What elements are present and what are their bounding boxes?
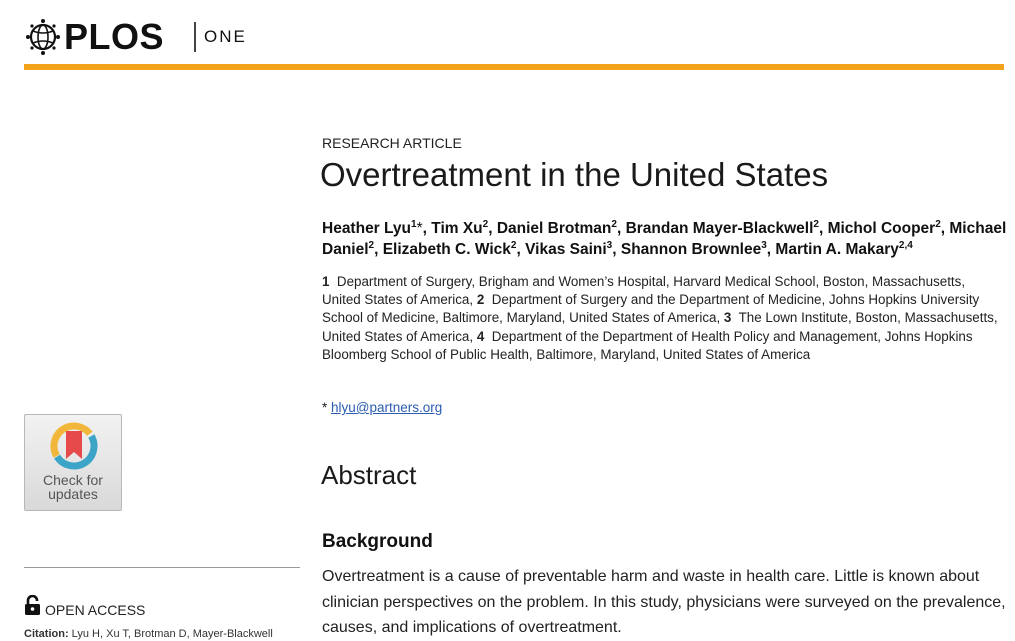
author-name[interactable]: Brandan Mayer-Blackwell [625, 220, 814, 237]
citation-line [24, 628, 273, 640]
author-affiliation-sup: 2 [368, 239, 375, 251]
author-corresponding-marker: * [416, 220, 423, 237]
article-title: Overtreatment in the United States [320, 156, 829, 193]
citation-text: Lyu H, Xu T, Brotman D, Mayer-Blackwell [71, 628, 273, 640]
corresponding-marker: * [322, 400, 328, 415]
logo-divider [194, 22, 196, 52]
email-link[interactable]: hlyu@partners.org [331, 400, 443, 415]
check-for-updates-button[interactable] [24, 414, 122, 511]
sidebar-divider [24, 567, 300, 568]
author-affiliation-sup: 2 [935, 218, 941, 230]
journal-header [24, 14, 1004, 58]
background-heading: Background [322, 531, 433, 552]
affiliation-number: 3 [723, 310, 732, 326]
author-affiliation-sup: 3 [761, 239, 767, 251]
affiliation-text: Department of the Department of Health Policy and Management, Johns Hopkins Bloomberg School of Public Health, Baltimore, Maryland, United States of America [322, 328, 973, 362]
affiliation-text: Department of Surgery, Brigham and Women’s Hospital, Harvard Medical School, Boston, Massachusetts, United States of America, [322, 274, 966, 308]
article-type: RESEARCH ARTICLE [322, 135, 462, 151]
plos-logo-icon [24, 18, 62, 56]
author-name[interactable]: Elizabeth C. Wick [382, 241, 511, 258]
plos-logo-text: PLOS [64, 16, 165, 57]
affiliation-number: 2 [476, 292, 485, 308]
affiliation-number: 4 [476, 328, 485, 344]
affiliation-list [322, 273, 1007, 364]
author-affiliation-sup: 2 [482, 218, 489, 230]
background-text: Overtreatment is a cause of preventable harm and waste in health care. Little is known about clinician perspectives on the problem. In this study, physicians were surveyed on the prevalence, causes, and implications of overtreatment. [322, 568, 1006, 636]
crossmark-icon [49, 421, 99, 471]
author-name[interactable]: Michol Cooper [827, 220, 936, 237]
affiliation-text: The Lown Institute, Boston, Massachusetts, United States of America, [322, 310, 998, 344]
author-name[interactable]: Heather Lyu [322, 220, 412, 237]
author-affiliation-sup: 2 [611, 218, 617, 230]
citation-label: Citation: [24, 628, 69, 640]
author-affiliation-sup: 2,4 [898, 239, 913, 251]
author-name[interactable]: Vikas Saini [525, 241, 607, 258]
author-affiliation-sup: 2 [813, 218, 819, 230]
check-for-updates-line1: Check for [43, 472, 103, 488]
author-name[interactable]: Shannon Brownlee [620, 241, 762, 258]
author-affiliation-sup: 2 [510, 239, 517, 251]
author-name[interactable]: Michael Daniel [322, 220, 1007, 258]
affiliation-text: Department of Surgery and the Department of Medicine, Johns Hopkins University School of Medicine, Baltimore, Maryland, United States of America, [322, 292, 980, 326]
check-for-updates-label [25, 473, 121, 501]
author-name[interactable]: Tim Xu [431, 220, 483, 237]
open-lock-icon [24, 595, 41, 616]
author-affiliation-sup: 3 [606, 239, 613, 251]
author-name[interactable]: Daniel Brotman [496, 220, 612, 237]
affiliation-number: 1 [322, 274, 330, 289]
author-affiliation-sup: 1 [411, 218, 417, 230]
abstract-heading: Abstract [321, 460, 417, 490]
journal-name: ONE [204, 27, 247, 46]
author-list: Heather Lyu$^1$*, Tim Xu$^2$, Daniel Brotman$^2$, Brandan Mayer-Blackwell$^2$, Michol Cooper$^2$, Michael Daniel$^2$, Elizabeth C. Wick$^2$, Vikas Saini$^3$, Shannon Brownlee$^3$, Martin A. Makary$^{2,4}$ [322, 218, 1007, 258]
open-access-label: OPEN ACCESS [45, 602, 146, 618]
corresponding-email [322, 400, 442, 415]
author-name[interactable]: Martin A. Makary [775, 241, 899, 258]
header-rule [24, 64, 1004, 70]
check-for-updates-line2: updates [48, 486, 98, 502]
